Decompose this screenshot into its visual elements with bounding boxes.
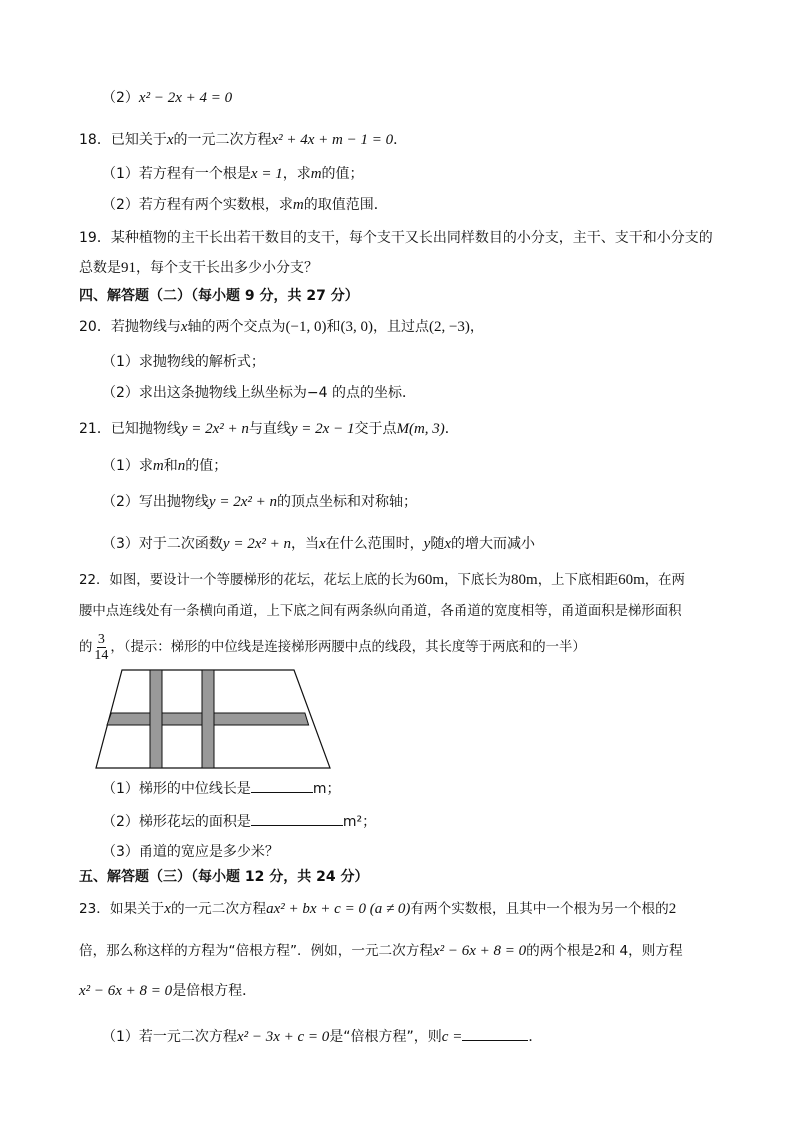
- trapezoid-flower-bed-figure: [92, 668, 332, 772]
- question-22-part-1: （1）梯形的中位线长是 m；: [102, 778, 341, 799]
- question-21-part-2: （2）写出抛物线y = 2x² + n的顶点坐标和对称轴；: [102, 494, 417, 510]
- question-23-stem-line-3: x² − 6x + 8 = 0是倍根方程．: [79, 983, 257, 999]
- question-21-part-3: （3）对于二次函数y = 2x² + n，当x在什么范围时，y随x的增大而减小: [102, 536, 535, 552]
- section-4-heading: 四、解答题（二）（每小题 9 分，共 27 分）: [79, 288, 359, 304]
- question-20-part-2: （2）求出这条抛物线上纵坐标为−4 的点的坐标．: [102, 385, 416, 401]
- answer-blank-c[interactable]: [462, 1026, 528, 1041]
- question-21-part-1: （1）求m和n的值；: [102, 458, 228, 474]
- question-22-stem-line-2: 腰中点连线处有一条横向甬道，上下底之间有两条纵向甬道，各甬道的宽度相等，甬道面积是梯形面积: [79, 604, 682, 619]
- answer-blank-median[interactable]: [251, 778, 313, 793]
- section-5-heading: 五、解答题（三）（每小题 12 分，共 24 分）: [79, 869, 369, 885]
- question-23-part-1: （1）若一元二次方程x² − 3x + c = 0是“倍根方程”，则c = ．: [102, 1026, 542, 1047]
- question-21-stem: 21．已知抛物线y = 2x² + n与直线y = 2x − 1交于点M(m, 3)．: [79, 421, 459, 437]
- question-22-stem-line-1: 22．如图，要设计一个等腰梯形的花坛，花坛上底的长为60m，下底长为80m，上下底相距60m，在两: [79, 572, 685, 588]
- question-20-part-1: （1）求抛物线的解析式；: [102, 354, 265, 370]
- question-17-part-2: （2）x² − 2x + 4 = 0: [102, 90, 233, 106]
- question-19-stem-line-2: 总数是91，每个支干长出多少小分支？: [79, 260, 318, 276]
- question-23-stem-line-2: 倍，那么称这样的方程为“倍根方程”．例如，一元二次方程x² − 6x + 8 = 0的两个根是2和 4，则方程: [79, 943, 683, 959]
- question-20-stem: 20．若抛物线与x轴的两个交点为(−1, 0)和(3, 0)，且过点(2, −3)，: [79, 319, 484, 335]
- question-22-part-2: （2）梯形花坛的面积是 m²；: [102, 811, 376, 832]
- question-19-stem-line-1: 19．某种植物的主干长出若干数目的支干，每个支干又长出同样数目的小分支，主干、支干和小分支的: [79, 230, 713, 246]
- question-22-stem-line-3: 的 $\frac{3}{14}$ ，（提示：梯形的中位线是连接梯形两腰中点的线段，其长度等于两底和的一半）: [79, 631, 586, 663]
- question-18-part-1: （1）若方程有一个根是x = 1，求m的值；: [102, 166, 364, 182]
- question-22-part-3: （3）甬道的宽应是多少米？: [102, 844, 279, 860]
- question-18-stem: 18．已知关于x的一元二次方程x² + 4x + m − 1 = 0．: [79, 132, 408, 148]
- question-23-stem-line-1: 23．如果关于x的一元二次方程ax² + bx + c = 0 (a ≠ 0)有两个实数根，且其中一个根为另一个根的2: [79, 901, 677, 917]
- fraction-3-14: $\frac{3}{14}$: [94, 631, 109, 663]
- answer-blank-area[interactable]: [251, 811, 343, 826]
- question-18-part-2: （2）若方程有两个实数根，求m的取值范围．: [102, 197, 388, 213]
